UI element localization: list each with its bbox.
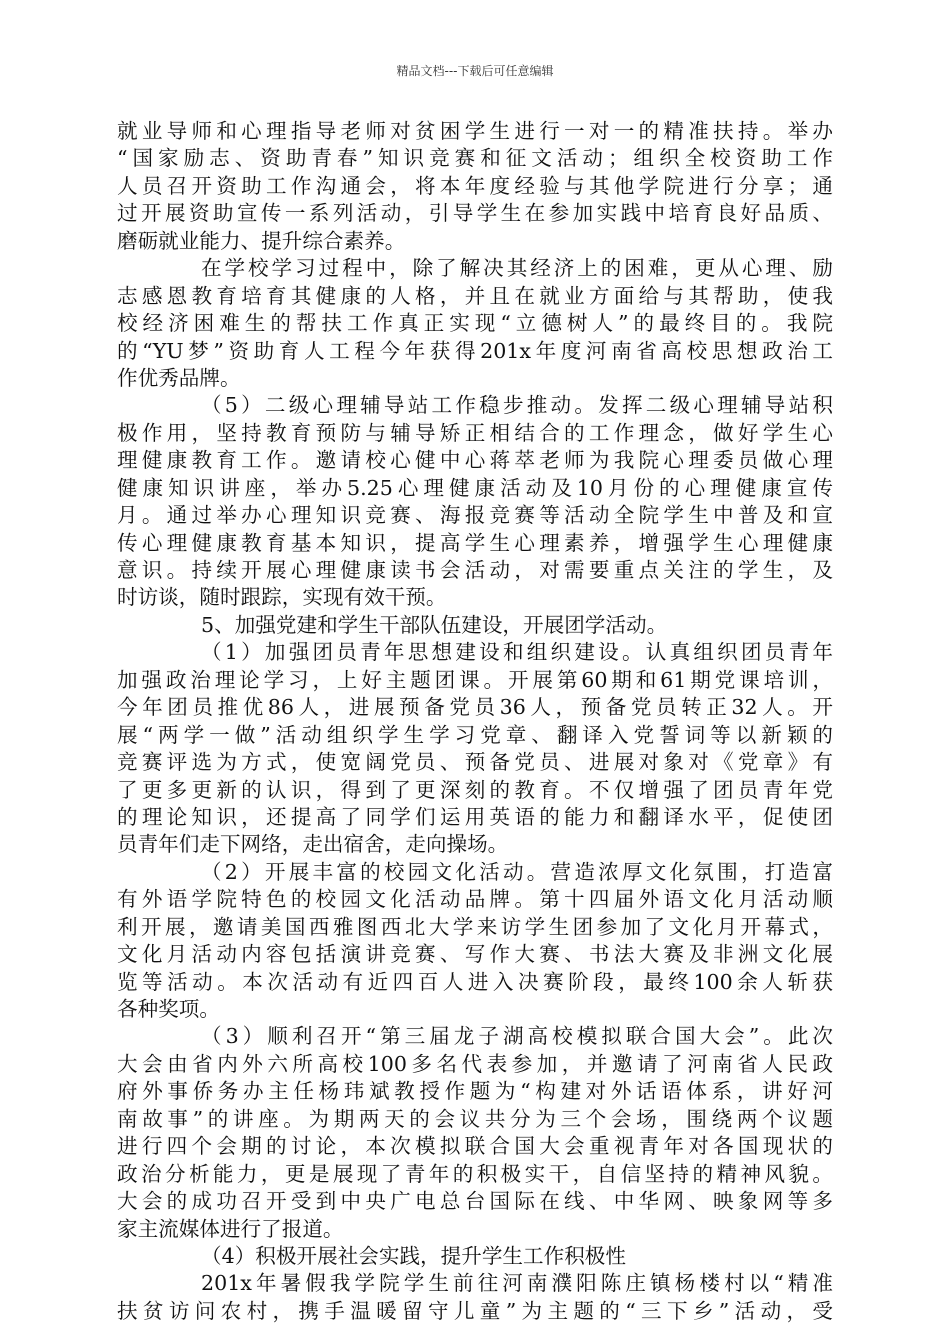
text-line: “国家励志、资助青春”知识竞赛和征文活动；组织全校资助工作 (117, 146, 833, 171)
text-line: 政治分析能力，更是展现了青年的积极实干，自信坚持的精神风貌。 (117, 1161, 833, 1186)
text-line: 大会的成功召开受到中央广电总台国际在线、中华网、映象网等多 (117, 1189, 833, 1214)
section-heading: 5、加强党建和学生干部队伍建设，开展团学活动。 (201, 612, 668, 637)
text-line: 有外语学院特色的校园文化活动品牌。第十四届外语文化月活动顺 (117, 887, 833, 912)
text-line: 家主流媒体进行了报道。 (117, 1216, 344, 1241)
text-line: 意识。持续开展心理健康读书会活动，对需要重点关注的学生，及 (117, 558, 833, 582)
text-line: 在学校学习过程中，除了解决其经济上的困难，更从心理、励 (201, 256, 833, 281)
text-line: （3）顺利召开“第三届龙子湖高校模拟联合国大会”。此次 (201, 1024, 833, 1049)
text-line: 各种奖项。 (117, 997, 220, 1021)
section-heading: （4）积极开展社会实践，提升学生工作积极性 (201, 1243, 626, 1268)
document-body (117, 118, 833, 1325)
text-line: 过开展资助宣传一系列活动，引导学生在参加实践中培育良好品质、 (117, 201, 833, 226)
text-line: 览等活动。本次活动有近四百人进入决赛阶段，最终100余人斩获 (117, 969, 833, 994)
text-line: 大会由省内外六所高校100多名代表参加，并邀请了河南省人民政 (117, 1051, 833, 1076)
text-line: 展“两学一做”活动组织学生学习党章、翻译入党誓词等以新颖的 (117, 722, 833, 747)
text-line: 就业导师和心理指导老师对贫困学生进行一对一的精准扶持。举办 (117, 119, 833, 143)
text-line: 201x年暑假我学院学生前往河南濮阳陈庄镇杨楼村以“精准 (201, 1271, 833, 1296)
text-line: 竞赛评选为方式，使宽阔党员、预备党员、进展对象对《党章》有 (117, 750, 833, 775)
text-line: 校经济困难生的帮扶工作真正实现“立德树人”的最终目的。我院 (117, 311, 833, 336)
text-line: 极作用，坚持教育预防与辅导矫正相结合的工作理念，做好学生心 (117, 420, 833, 445)
text-line: 磨砺就业能力、提升综合素养。 (117, 228, 406, 253)
page-header: 精品文档---下载后可任意编辑 (396, 64, 554, 78)
text-line: 作优秀品牌。 (117, 365, 241, 390)
text-line: 的“YU梦”资助育人工程今年获得201x年度河南省高校思想政治工 (117, 338, 833, 363)
text-line: 人员召开资助工作沟通会，将本年度经验与其他学院进行分享；通 (117, 173, 833, 198)
text-line: （1）加强团员青年思想建设和组织建设。认真组织团员青年 (201, 640, 833, 665)
text-line: （5）二级心理辅导站工作稳步推动。发挥二级心理辅导站积 (201, 393, 833, 418)
text-line: 府外事侨务办主任杨玮斌教授作题为“构建对外话语体系，讲好河 (117, 1079, 833, 1104)
text-line: 传心理健康教育基本知识，提高学生心理素养，增强学生心理健康 (117, 530, 833, 555)
text-line: 南故事”的讲座。为期两天的会议共分为三个会场，围绕两个议题 (117, 1106, 833, 1131)
text-line: 进行四个会期的讨论，本次模拟联合国大会重视青年对各国现状的 (117, 1134, 833, 1159)
text-line: 的理论知识，还提高了同学们运用英语的能力和翻译水平，促使团 (117, 804, 833, 829)
text-line: 员青年们走下网络，走出宿舍，走向操场。 (117, 832, 509, 857)
text-line: 今年团员推优86人，进展预备党员36人，预备党员转正32人。开 (117, 695, 833, 720)
text-line: 月。通过举办心理知识竞赛、海报竞赛等活动全院学生中普及和宣 (117, 503, 833, 528)
text-line: 时访谈，随时跟踪，实现有效干预。 (117, 585, 447, 610)
text-line: 利开展，邀请美国西雅图西北大学来访学生团参加了文化月开幕式， (117, 914, 833, 939)
text-line: 加强政治理论学习，上好主题团课。开展第60期和61期党课培训， (117, 667, 833, 692)
text-line: 扶贫访问农村，携手温暖留守儿童”为主题的“三下乡”活动，受 (117, 1298, 833, 1323)
text-line: 文化月活动内容包括演讲竞赛、写作大赛、书法大赛及非洲文化展 (117, 942, 833, 967)
text-line: 理健康教育工作。邀请校心健中心蒋萃老师为我院心理委员做心理 (117, 448, 833, 473)
text-line: 健康知识讲座，举办5.25心理健康活动及10月份的心理健康宣传 (117, 475, 833, 500)
text-line: （2）开展丰富的校园文化活动。营造浓厚文化氛围，打造富 (201, 859, 833, 884)
text-line: 志感恩教育培育其健康的人格，并且在就业方面给与其帮助，使我 (117, 283, 833, 308)
text-line: 了更多更新的认识，得到了更深刻的教育。不仅增强了团员青年党 (117, 777, 833, 802)
